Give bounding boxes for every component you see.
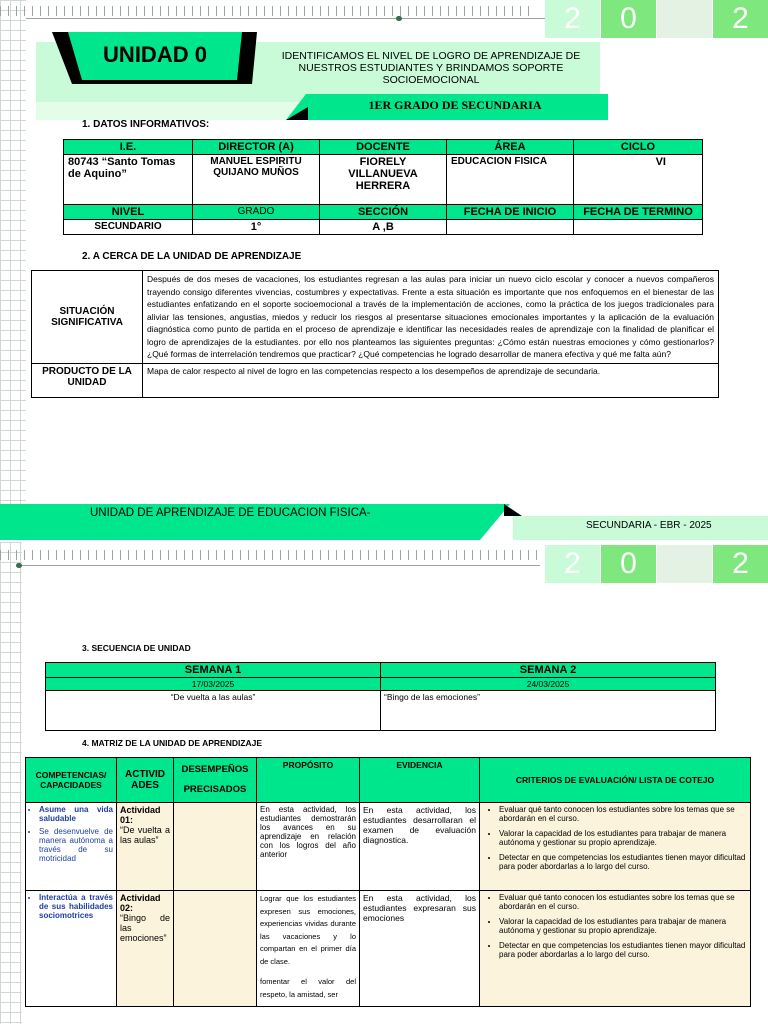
info-header: GRADO bbox=[193, 205, 320, 220]
grid-margin-left-2 bbox=[0, 542, 22, 1024]
info-header: NIVEL bbox=[64, 205, 193, 220]
criterio-item: • Evaluar qué tanto conocen los estudiantes sobre los temas que se abordarán en el curso. bbox=[499, 893, 747, 911]
matrix-header: DESEMPEÑOS PRECISADOS bbox=[174, 758, 257, 803]
producto-text: Mapa de calor respecto al nivel de logro en las competencias respecto a los desempeños de aprendizaje de secundaria. bbox=[143, 363, 719, 397]
unit-subtitle: IDENTIFICAMOS EL NIVEL DE LOGRO DE APRENDIZAJE DE NUESTROS ESTUDIANTES Y BRINDAMOS SOPORTE SOCIOEMOCIONAL bbox=[281, 50, 581, 86]
criterio-item: • Valorar la capacidad de los estudiantes para trabajar de manera autónoma y gestionar su propio aprendizaje. bbox=[499, 917, 747, 935]
matrix-header: PROPÓSITO bbox=[257, 758, 360, 803]
info-value: FIORELY VILLANUEVA HERRERA bbox=[320, 155, 447, 205]
matrix-table bbox=[25, 757, 751, 1007]
proposito-cell bbox=[257, 891, 360, 1007]
competencias-cell bbox=[26, 803, 117, 891]
grid-margin-left-1 bbox=[0, 0, 26, 505]
criterio-item: • Valorar la capacidad de los estudiantes para trabajar de manera autónoma y gestionar su propio aprendizaje. bbox=[499, 829, 747, 847]
year-digit-blank bbox=[657, 545, 712, 583]
top-rule-1 bbox=[26, 18, 546, 19]
info-header: DIRECTOR (A) bbox=[193, 140, 320, 155]
year-digit: 2 bbox=[545, 0, 600, 38]
actividad-label: Actividad 01: bbox=[120, 805, 161, 825]
criterios-cell bbox=[480, 891, 751, 1007]
evidencia-cell: En esta actividad, los estudiantes expresaran sus emociones bbox=[360, 891, 480, 1007]
info-table bbox=[63, 139, 703, 235]
footer-right-text: SECUNDARIA - EBR - 2025 bbox=[586, 520, 712, 531]
section-1-title: 1. DATOS INFORMATIVOS: bbox=[82, 119, 210, 130]
info-value: SECUNDARIO bbox=[64, 220, 193, 235]
year-graphic-1 bbox=[545, 0, 768, 40]
competencia-item: • Interactúa a través de sus habilidades sociomotrices bbox=[39, 893, 113, 920]
capacidad-item: • Se desenvuelve de manera autónoma a través de su motricidad bbox=[39, 827, 113, 863]
bullet-dot-1 bbox=[396, 16, 402, 21]
bullet-dot-2 bbox=[16, 563, 22, 568]
year-digit: 2 bbox=[713, 0, 768, 38]
evidencia-cell: En esta actividad, los estudiantes desarrollaran el examen de evaluación diagnostica. bbox=[360, 803, 480, 891]
criterio-item: • Detectar en que competencias los estudiantes tienen mayor dificultad para poder abordarlas a lo largo del curso. bbox=[499, 853, 747, 871]
proposito-text: Lograr que los estudiantes expresen sus emociones, experiencias vividas durante las vacaciones y lo compartan en el primer día de clase. bbox=[260, 894, 356, 966]
info-value bbox=[447, 220, 574, 235]
actividad-cell bbox=[117, 803, 174, 891]
year-digit-blank bbox=[657, 0, 712, 38]
actividad-name: “Bingo de las emociones” bbox=[120, 913, 170, 943]
matrix-header: ACTIVID ADES bbox=[117, 758, 174, 803]
year-digit: 2 bbox=[545, 545, 600, 583]
section-3-title: 3. SECUENCIA DE UNIDAD bbox=[82, 643, 191, 653]
week-activity: “De vuelta a las aulas” bbox=[46, 691, 381, 731]
info-header: FECHA DE INICIO bbox=[447, 205, 574, 220]
unit-about-table bbox=[31, 270, 719, 398]
info-value: A ,B bbox=[320, 220, 447, 235]
info-value: 80743 “Santo Tomas de Aquino” bbox=[64, 155, 193, 205]
criterio-item: • Detectar en que competencias los estudiantes tienen mayor dificultad para poder abordarlas a lo largo del curso. bbox=[499, 941, 747, 959]
proposito-text-2: fomentar el valor del respeto, la amistad, ser bbox=[260, 977, 356, 999]
year-digit: 0 bbox=[601, 0, 656, 38]
competencia-item: • Asume una vida saludable bbox=[39, 805, 113, 823]
section-2-title: 2. A CERCA DE LA UNIDAD DE APRENDIZAJE bbox=[82, 251, 302, 262]
top-dash-strip-2 bbox=[0, 550, 540, 560]
week-date: 17/03/2025 bbox=[46, 678, 381, 691]
week-header: SEMANA 2 bbox=[381, 663, 716, 678]
situacion-text: Después de dos meses de vacaciones, los estudiantes regresan a las aulas para iniciar un nuevo ciclo escolar y conocer a nuevos compañeros trayendo consigo diferentes vivencias, costumbres y expectativas. Frente a esta situación es importante que nos enfoquemos en el bienestar de las estudiantes enfatizando en el soporte socioemocional a través de la implementación de acciones, como la práctica de los juegos tradicionales para aliviar las tensiones, angustias, miedos y reducir los riesgos al presentarse situaciones emocionales importantes y la aplicación de la evaluación diagnóstica como punto de partida en el proceso de aprendizaje e identificar las necesidades reales de aprendizaje con la finalidad de planificar el logro de aprendizajes de la estudiantes. por ello nos planteamos las siguientes preguntas: ¿Cómo están nuestras emociones y cómo gestionarlos? ¿Qué formas de interrelación tendremos que practicar? ¿Qué competencias he logrado desarrollar de manera efectiva y qué me falta aún? bbox=[143, 271, 719, 364]
desempenos-cell bbox=[174, 891, 257, 1007]
matrix-header: CRITERIOS DE EVALUACIÓN/ LISTA DE COTEJO bbox=[480, 758, 751, 803]
situacion-label: SITUACIÓN SIGNIFICATIVA bbox=[32, 271, 143, 364]
section-4-title: 4. MATRIZ DE LA UNIDAD DE APRENDIZAJE bbox=[82, 738, 263, 748]
info-value: VI bbox=[574, 155, 703, 205]
top-dash-strip-1 bbox=[0, 6, 530, 16]
week-date: 24/03/2025 bbox=[381, 678, 716, 691]
year-digit: 0 bbox=[601, 545, 656, 583]
producto-label: PRODUCTO DE LA UNIDAD bbox=[32, 363, 143, 397]
year-digit: 2 bbox=[713, 545, 768, 583]
grade-banner: 1ER GRADO DE SECUNDARIA bbox=[368, 98, 542, 112]
top-rule-2 bbox=[20, 565, 540, 566]
sequence-table bbox=[45, 662, 716, 731]
info-header: ÁREA bbox=[447, 140, 574, 155]
actividad-label: Actividad 02: bbox=[120, 893, 161, 913]
info-header: I.E. bbox=[64, 140, 193, 155]
info-value: 1° bbox=[193, 220, 320, 235]
competencias-cell bbox=[26, 891, 117, 1007]
info-header: CICLO bbox=[574, 140, 703, 155]
info-header: DOCENTE bbox=[320, 140, 447, 155]
criterios-cell bbox=[480, 803, 751, 891]
info-value: EDUCACION FISICA bbox=[447, 155, 574, 205]
info-header: FECHA DE TERMINO bbox=[574, 205, 703, 220]
year-graphic-2 bbox=[545, 545, 768, 585]
info-header: SECCIÓN bbox=[320, 205, 447, 220]
week-activity: “Bingo de las emociones” bbox=[381, 691, 716, 731]
info-value bbox=[574, 220, 703, 235]
desempenos-cell bbox=[174, 803, 257, 891]
proposito-cell: En esta actividad, los estudiantes demostrarán los avances en su aprendizaje en relación con los logros del año anterior bbox=[257, 803, 360, 891]
info-value: MANUEL ESPIRITU QUIJANO MUÑOS bbox=[193, 155, 320, 205]
footer-left-text: UNIDAD DE APRENDIZAJE DE EDUCACION FISICA- bbox=[90, 507, 371, 519]
unit-title: UNIDAD 0 bbox=[103, 42, 207, 67]
criterio-item: • Evaluar qué tanto conocen los estudiantes sobre los temas que se abordarán en el curso. bbox=[499, 805, 747, 823]
actividad-cell bbox=[117, 891, 174, 1007]
week-header: SEMANA 1 bbox=[46, 663, 381, 678]
matrix-header: EVIDENCIA bbox=[360, 758, 480, 803]
matrix-header: COMPETENCIAS/ CAPACIDADES bbox=[26, 758, 117, 803]
actividad-name: “De vuelta a las aulas” bbox=[120, 825, 170, 845]
